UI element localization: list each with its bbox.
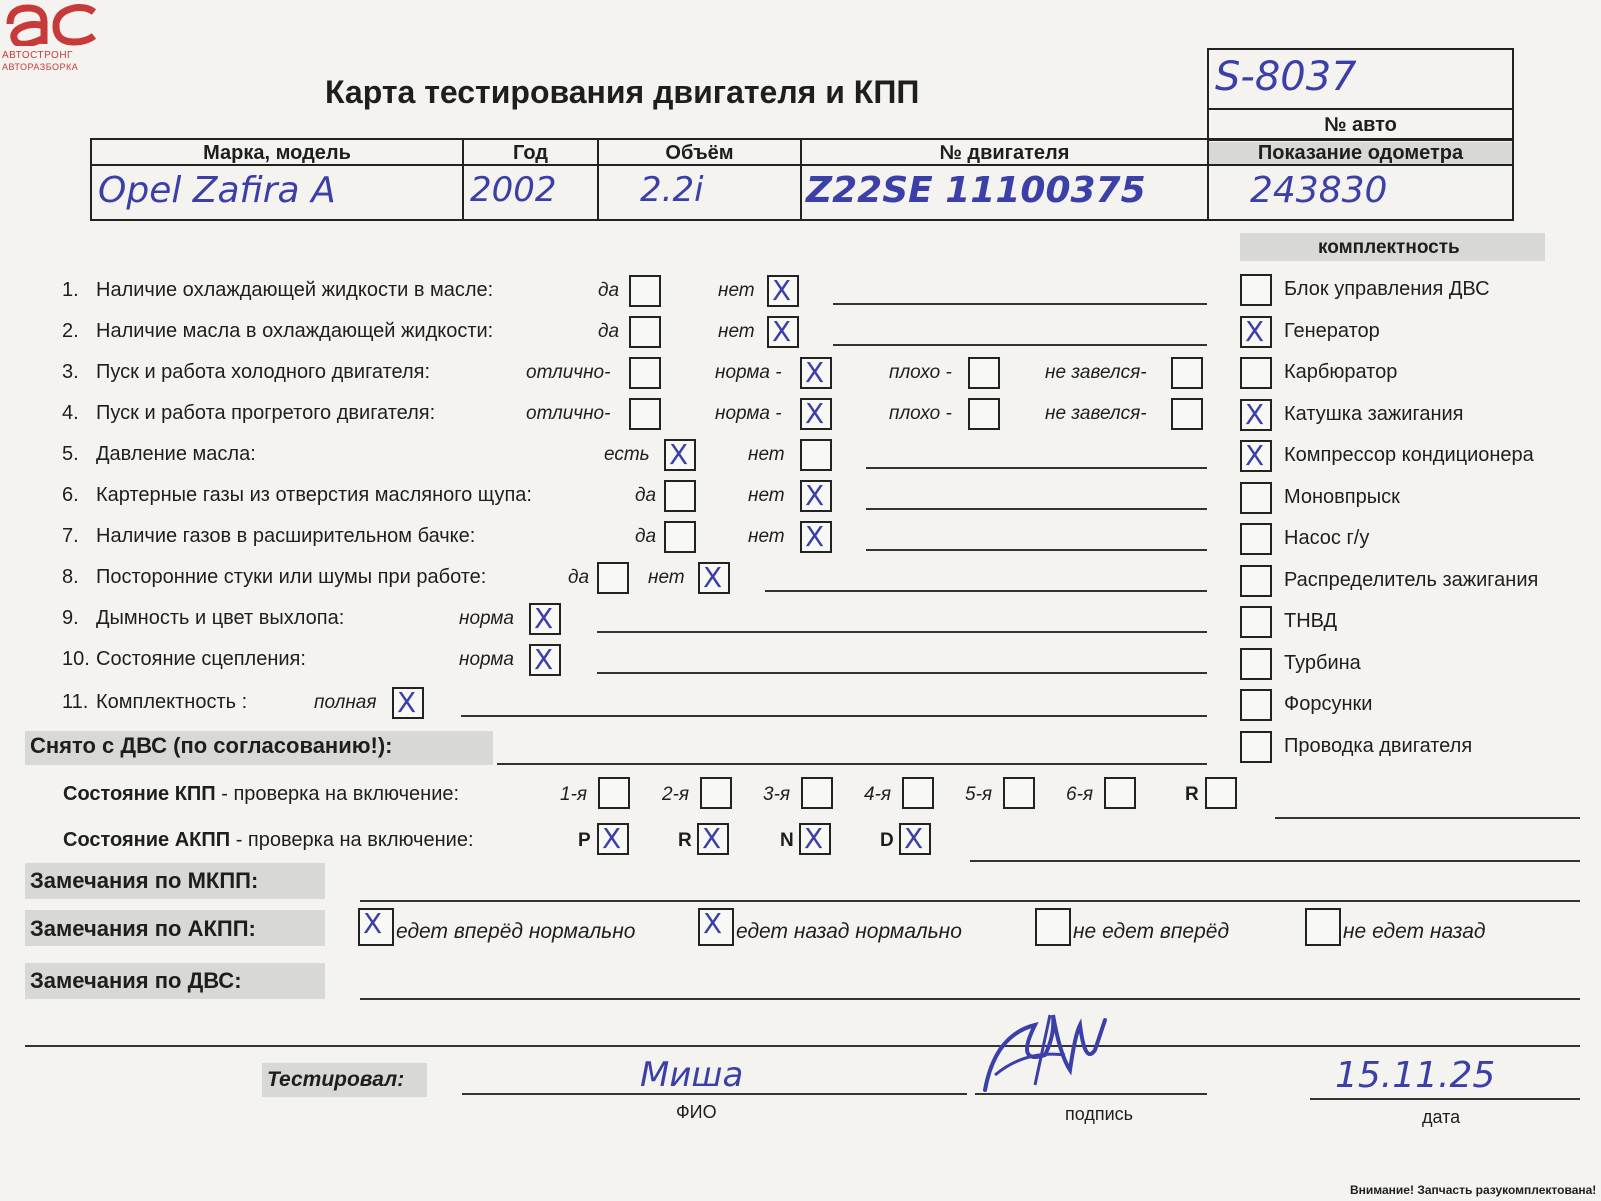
answer-line bbox=[833, 303, 1207, 305]
check-mark: X bbox=[805, 479, 825, 512]
option-label: норма bbox=[459, 608, 514, 629]
tested-label: Тестировал: bbox=[267, 1068, 405, 1091]
option-checkbox[interactable] bbox=[629, 357, 661, 389]
answer-line bbox=[866, 549, 1207, 551]
header-year: Год bbox=[513, 142, 548, 164]
option-checkbox[interactable] bbox=[629, 398, 661, 430]
option-label: есть bbox=[604, 444, 650, 465]
answer-line bbox=[833, 344, 1207, 346]
gear-label: R bbox=[1185, 784, 1199, 805]
check-mark: X bbox=[904, 822, 924, 855]
komplekt-label: Форсунки bbox=[1284, 693, 1373, 715]
date-label: дата bbox=[1422, 1107, 1461, 1127]
volume-value: 2.2i bbox=[640, 170, 704, 210]
komplekt-checkbox[interactable] bbox=[1240, 399, 1272, 431]
akpp-remark-label: не едет вперёд bbox=[1073, 920, 1230, 943]
komplekt-label: Проводка двигателя bbox=[1284, 734, 1473, 757]
gear-label: 1-я bbox=[560, 784, 588, 805]
option-checkbox[interactable] bbox=[800, 521, 832, 553]
komplekt-label: Блок управления ДВС bbox=[1284, 278, 1490, 300]
gear-checkbox[interactable] bbox=[697, 823, 729, 855]
row-label: Наличие масла в охлаждающей жидкости: bbox=[96, 320, 494, 342]
option-checkbox[interactable] bbox=[597, 562, 629, 594]
option-checkbox[interactable] bbox=[800, 439, 832, 471]
akpp-remark-checkbox[interactable] bbox=[358, 908, 394, 946]
komplekt-checkbox[interactable] bbox=[1240, 689, 1272, 721]
komplekt-label: Турбина bbox=[1284, 651, 1361, 674]
answer-line bbox=[597, 631, 1207, 633]
row-label: Посторонние стуки или шумы при работе: bbox=[96, 566, 487, 588]
check-mark: X bbox=[805, 397, 825, 430]
row-label: Пуск и работа прогретого двигателя: bbox=[96, 402, 436, 424]
row-number: 3. bbox=[62, 361, 79, 383]
komplekt-label: Компрессор кондиционера bbox=[1284, 444, 1534, 466]
logo-subtitle: АВТОРАЗБОРКА bbox=[2, 62, 79, 72]
akpp-remark-checkbox[interactable] bbox=[1305, 908, 1341, 946]
gear-checkbox[interactable] bbox=[1003, 777, 1035, 809]
option-checkbox[interactable] bbox=[767, 275, 799, 307]
option-label: да bbox=[598, 280, 620, 301]
gear-label: D bbox=[880, 830, 894, 851]
option-checkbox[interactable] bbox=[968, 357, 1000, 389]
page-title: Карта тестирования двигателя и КПП bbox=[325, 74, 920, 110]
gear-checkbox[interactable] bbox=[1104, 777, 1136, 809]
answer-line bbox=[597, 672, 1207, 674]
option-label: отлично- bbox=[526, 403, 611, 424]
autostrong-logo bbox=[4, 2, 98, 46]
header-engine-number: № двигателя bbox=[939, 142, 1070, 164]
akpp-remark-label: едет вперёд нормально bbox=[396, 920, 636, 943]
option-checkbox[interactable] bbox=[664, 521, 696, 553]
komplekt-checkbox[interactable] bbox=[1240, 274, 1272, 306]
option-label: да bbox=[635, 485, 657, 506]
row-number: 6. bbox=[62, 484, 79, 506]
gear-checkbox[interactable] bbox=[598, 777, 630, 809]
row-label: Дымность и цвет выхлопа: bbox=[96, 607, 345, 629]
row-number: 1. bbox=[62, 279, 79, 301]
check-mark: X bbox=[772, 274, 792, 307]
option-label: да bbox=[635, 526, 657, 547]
option-label: норма bbox=[459, 649, 514, 670]
fio-label: ФИО bbox=[676, 1102, 717, 1122]
row-number: 5. bbox=[62, 443, 79, 465]
option-label: плохо - bbox=[889, 362, 952, 383]
kpp-label: Состояние КПП - проверка на включение: bbox=[63, 783, 460, 805]
option-checkbox[interactable] bbox=[1171, 357, 1203, 389]
option-checkbox[interactable] bbox=[664, 439, 696, 471]
check-mark: X bbox=[702, 822, 722, 855]
signature-mark bbox=[975, 995, 1115, 1105]
check-mark: X bbox=[1245, 397, 1265, 431]
option-checkbox[interactable] bbox=[800, 398, 832, 430]
option-label: полная bbox=[314, 692, 377, 713]
answer-line bbox=[866, 508, 1207, 510]
row-number: 7. bbox=[62, 525, 79, 547]
option-checkbox[interactable] bbox=[664, 480, 696, 512]
option-checkbox[interactable] bbox=[698, 562, 730, 594]
check-mark: X bbox=[669, 438, 689, 471]
row-number: 9. bbox=[62, 607, 79, 629]
row-number: 10. bbox=[62, 648, 90, 670]
komplekt-label: Генератор bbox=[1284, 319, 1380, 342]
remarks-akpp-label: Замечания по АКПП: bbox=[30, 916, 256, 941]
komplekt-label: Карбюратор bbox=[1284, 361, 1398, 383]
komplekt-title: комплектность bbox=[1318, 237, 1460, 258]
check-mark: X bbox=[602, 822, 622, 855]
snyato-label: Снято с ДВС (по согласованию!): bbox=[30, 733, 393, 758]
komplekt-label: Распределитель зажигания bbox=[1284, 568, 1539, 591]
auto-number-value: S-8037 bbox=[1215, 54, 1357, 100]
signature-label: подпись bbox=[1065, 1104, 1134, 1124]
option-checkbox[interactable] bbox=[800, 480, 832, 512]
gear-label: 3-я bbox=[763, 784, 791, 805]
option-label: не завелся- bbox=[1045, 362, 1147, 383]
option-label: отлично- bbox=[526, 362, 611, 383]
fio-value: Миша bbox=[640, 1055, 744, 1095]
auto-number-label: № авто bbox=[1324, 114, 1397, 136]
answer-line bbox=[765, 590, 1207, 592]
komplekt-checkbox[interactable] bbox=[1240, 523, 1272, 555]
komplekt-checkbox[interactable] bbox=[1240, 316, 1272, 348]
option-label: да bbox=[598, 321, 620, 342]
option-label: норма - bbox=[715, 362, 782, 383]
option-checkbox[interactable] bbox=[392, 687, 424, 719]
check-mark: X bbox=[534, 643, 554, 676]
option-label: плохо - bbox=[889, 403, 952, 424]
remarks-dvs-label: Замечания по ДВС: bbox=[30, 968, 242, 993]
gear-checkbox[interactable] bbox=[902, 777, 934, 809]
year-value: 2002 bbox=[470, 170, 557, 210]
option-label: норма - bbox=[715, 403, 782, 424]
komplekt-checkbox[interactable] bbox=[1240, 648, 1272, 680]
komplekt-checkbox[interactable] bbox=[1240, 731, 1272, 763]
warning-note: Внимание! Запчасть разукомплектована! bbox=[1350, 1183, 1597, 1197]
header-make-model: Марка, модель bbox=[203, 142, 351, 164]
row-number: 4. bbox=[62, 402, 79, 424]
option-checkbox[interactable] bbox=[1171, 398, 1203, 430]
answer-line bbox=[461, 715, 1207, 717]
gear-checkbox[interactable] bbox=[1205, 777, 1237, 809]
row-label: Наличие охлаждающей жидкости в масле: bbox=[96, 279, 494, 301]
komplekt-label: Моновпрыск bbox=[1284, 485, 1400, 508]
komplekt-label: ТНВД bbox=[1284, 610, 1338, 632]
option-checkbox[interactable] bbox=[529, 603, 561, 635]
gear-label: 5-я bbox=[965, 784, 993, 805]
akpp-remark-checkbox[interactable] bbox=[698, 908, 734, 946]
row-number: 8. bbox=[62, 566, 79, 588]
option-checkbox[interactable] bbox=[800, 357, 832, 389]
check-mark: X bbox=[772, 315, 792, 348]
header-volume: Объём bbox=[665, 142, 734, 164]
option-checkbox[interactable] bbox=[968, 398, 1000, 430]
answer-line bbox=[866, 467, 1207, 469]
check-mark: X bbox=[1245, 439, 1265, 472]
komplekt-label: Насос г/у bbox=[1284, 527, 1370, 549]
gear-checkbox[interactable] bbox=[801, 777, 833, 809]
gear-label: N bbox=[780, 830, 794, 851]
logo-name: АВТОСТРОНГ bbox=[2, 50, 73, 61]
row-label: Комплектность : bbox=[96, 691, 248, 713]
option-label: да bbox=[568, 567, 590, 588]
option-label: не завелся- bbox=[1045, 403, 1147, 424]
check-mark: X bbox=[805, 520, 825, 553]
gear-label: 2-я bbox=[662, 784, 690, 805]
row-number: 11. bbox=[62, 691, 89, 713]
check-mark: X bbox=[703, 561, 723, 594]
option-checkbox[interactable] bbox=[529, 644, 561, 676]
row-label: Пуск и работа холодного двигателя: bbox=[96, 361, 431, 383]
komplekt-checkbox[interactable] bbox=[1240, 606, 1272, 638]
gear-label: P bbox=[578, 830, 591, 851]
gear-label: 6-я bbox=[1066, 784, 1094, 805]
komplekt-checkbox[interactable] bbox=[1240, 357, 1272, 389]
header-odometer: Показание одометра bbox=[1257, 142, 1464, 164]
gear-checkbox[interactable] bbox=[700, 777, 732, 809]
gear-checkbox[interactable] bbox=[597, 823, 629, 855]
option-label: нет bbox=[718, 280, 755, 301]
check-mark: X bbox=[805, 356, 825, 389]
option-checkbox[interactable] bbox=[767, 316, 799, 348]
akpp-label: Состояние АКПП - проверка на включение: bbox=[63, 829, 474, 851]
komplekt-label: Катушка зажигания bbox=[1284, 402, 1464, 425]
option-label: нет bbox=[718, 321, 755, 342]
check-mark: X bbox=[1245, 314, 1265, 348]
akpp-remark-label: не едет назад bbox=[1343, 920, 1486, 943]
option-label: нет bbox=[748, 444, 785, 465]
option-label: нет bbox=[748, 526, 785, 547]
option-checkbox[interactable] bbox=[629, 275, 661, 307]
komplekt-checkbox[interactable] bbox=[1240, 565, 1272, 597]
komplekt-checkbox[interactable] bbox=[1240, 440, 1272, 472]
check-mark: X bbox=[804, 822, 824, 855]
date-value: 15.11.25 bbox=[1335, 1055, 1496, 1096]
check-mark: X bbox=[363, 907, 383, 940]
komplekt-checkbox[interactable] bbox=[1240, 482, 1272, 514]
row-label: Состояние сцепления: bbox=[96, 648, 306, 670]
option-checkbox[interactable] bbox=[629, 316, 661, 348]
akpp-remark-label: едет назад нормально bbox=[736, 920, 962, 943]
gear-label: 4-я bbox=[864, 784, 892, 805]
option-label: нет bbox=[748, 485, 785, 506]
row-number: 2. bbox=[62, 320, 79, 342]
gear-checkbox[interactable] bbox=[799, 823, 831, 855]
gear-label: R bbox=[678, 830, 692, 851]
odometer-value: 243830 bbox=[1250, 170, 1388, 211]
akpp-remark-checkbox[interactable] bbox=[1035, 908, 1071, 946]
row-label: Наличие газов в расширительном бачке: bbox=[96, 525, 476, 547]
gear-checkbox[interactable] bbox=[899, 823, 931, 855]
check-mark: X bbox=[534, 602, 554, 635]
row-label: Давление масла: bbox=[96, 443, 256, 465]
make-model-value: Opel Zafira A bbox=[98, 170, 336, 211]
option-label: нет bbox=[648, 567, 685, 588]
check-mark: X bbox=[397, 686, 417, 719]
engine-number-value: Z22SE 11100375 bbox=[806, 170, 1146, 211]
check-mark: X bbox=[703, 907, 723, 940]
row-label: Картерные газы из отверстия масляного щупа: bbox=[96, 484, 532, 506]
remarks-mkpp-label: Замечания по МКПП: bbox=[30, 868, 259, 893]
